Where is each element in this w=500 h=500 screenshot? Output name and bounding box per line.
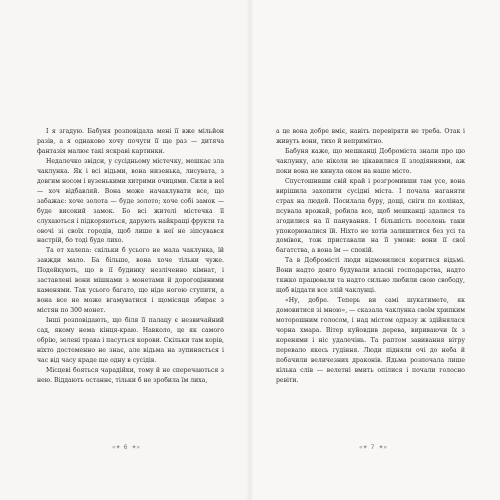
paragraph: І я згадую. Бабуня розповідала мені її вже мільйон разів, а я однаково хочу почути її ще раз — дитяча фантазія малює такі яскраві картинки. — [37, 128, 224, 155]
right-page-text — [276, 127, 465, 386]
paragraph: Недалечко звідси, у сусідньому містечку, мешкає зла чаклунка. Як і всі відьми, вона низенька, лисувата, з довгим носом і вузенькими хитрими очицями. Сили в неї — хоч відбавляй. Вона може начаклувати все, що забажає: хоче золота — буде золото; хоче собі замок — буде високий замок. Бо всі жителі містечка її слухаються і підкоряються, дарують найкращі фрукти та овочі зі своїх городів, щоб лише в неї не зіпсувався настрій, бо тоді буде лихо. — [37, 157, 224, 245]
paragraph: Бабуня каже, що мешканці Доброміста знали про цю чаклунку, але ніколи не цікавилися її злодіяннями, аж поки вона не кинула оком на наше місто. — [276, 147, 465, 175]
ornament-right-icon: ✦ » — [131, 444, 140, 451]
paragraph: Та от халепа: скільки б усього не мала чаклунка, їй завжди мало. Ба більше, вона хоче тільки чуже. Подейкують, що в її будинку незліченно кімнат, і заставлені вони мішками з монетами й дорогоцінними каменями. Так усього багато, що ніде ногою ступити, а вона все не може вгамуватися і щомісяця збирає з містян по 300 монет. — [37, 247, 224, 315]
ornament-left-icon: « ✦ — [359, 444, 367, 451]
paragraph: Інші розповідають, що біля її палацу є незвичайний сад, якому нема кінця-краю. Навколо, це як самого обрію, зелені трава і пасуться корови. Скільки там корів, ніхто достеменно не знає, але відьма на зупиняється і час від часу краде ще одну в сусідів. — [37, 317, 224, 364]
book-gutter — [246, 0, 254, 500]
ornament-right-icon: ✦ » — [378, 444, 387, 451]
page-number: 6 — [123, 444, 128, 451]
paragraph: Та в Добромісті люди відмовилися коритися відьмі. Вони надто довго будували власні господарства, надто тяжко працювали та надто сильно любили свою свободу, щоб віддати все злій чаклунці. — [276, 257, 465, 295]
right-page — [250, 0, 500, 500]
paragraph: Спустошивши свій край і розгромивши там усе, вона вирішила захопити сусідні міста. І почала наганяти страх на людей. Посилала буру, дощі, сніги по колінах, псувала врожай, робила все, щоб мешканці здалися та згодилися на її панування. І більшість поселень таки упокорювалися їй. Ніхто не хотів залишитися без усі та домівок, тож приставали на її умови: вони її свої багатства, а вона їм — спокій. — [276, 177, 465, 255]
page-number: 7 — [370, 444, 375, 451]
page-number-footer — [112, 444, 139, 451]
paragraph: а це вона добре вміє, навіть перевіряти не треба. Отак і живуть вони, тихо й непримітно. — [276, 128, 465, 145]
paragraph: Місцеві бояться чарадійки, тому й не сперечаються з нею. Віддають останнє, тільки б не зробила їм лиха, — [37, 366, 224, 384]
left-page-text — [37, 127, 224, 386]
page-number-footer — [359, 444, 386, 451]
paragraph: «Ну, добре. Теперь ви самі шукатимете, як домовитися зі мною», — сказала чаклунка своїм хрипким моторошним голосом, і над містом одразу ж здійнялася чорна хмара. Вітер куйовдив дерева, вириваючи їх з коренями і ніс удалечінь. Та раптом завивання вітру перевало якесь гудіння. Люди підняли очі до неба й побачили величезних драконів. Ядьма розпочала лише кілька слів — велетні вмить опілися і почали голосно ревіти. — [276, 297, 465, 384]
ornament-left-icon: « ✦ — [112, 444, 120, 451]
